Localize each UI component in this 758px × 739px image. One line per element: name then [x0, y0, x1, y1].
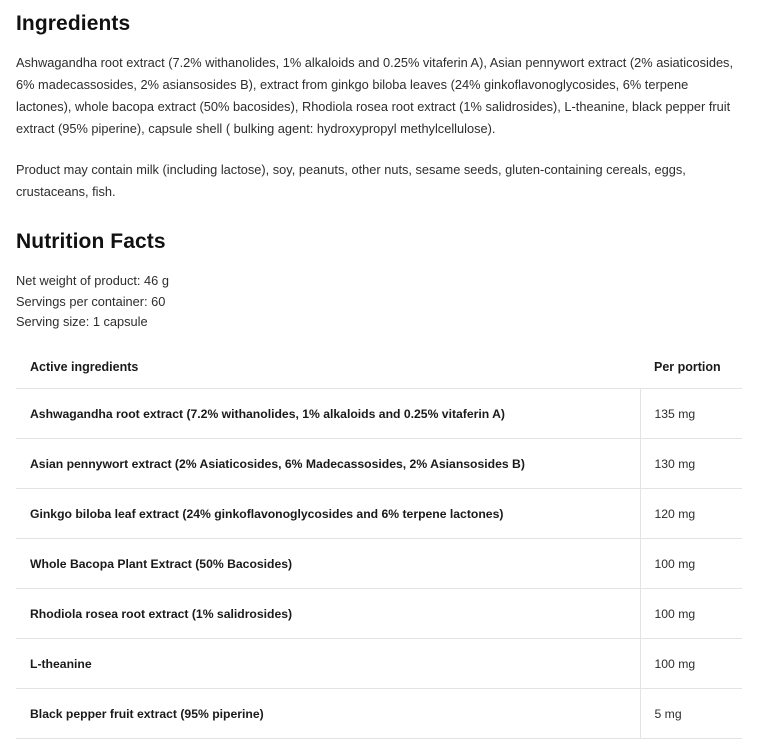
- ingredient-name: Asian pennywort extract (2% Asiaticosides, 6% Madecassosides, 2% Asiansosides B): [16, 439, 640, 489]
- table-row: [16, 389, 742, 439]
- ingredient-amount: 135 mg: [640, 389, 742, 439]
- table-row: [16, 539, 742, 589]
- ingredient-name: L-theanine: [16, 639, 640, 689]
- nutrition-facts-heading: Nutrition Facts: [16, 230, 166, 253]
- ingredient-amount: 100 mg: [640, 589, 742, 639]
- ingredient-amount: 100 mg: [640, 639, 742, 689]
- ingredient-amount: 5 mg: [640, 689, 742, 739]
- ingredient-amount: 130 mg: [640, 439, 742, 489]
- ingredient-amount: 120 mg: [640, 489, 742, 539]
- table-row: [16, 439, 742, 489]
- ingredient-name: Ashwagandha root extract (7.2% withanolides, 1% alkaloids and 0.25% vitaferin A): [16, 389, 640, 439]
- serving-info-list: [16, 254, 742, 333]
- ingredient-name: Black pepper fruit extract (95% piperine): [16, 689, 640, 739]
- servings-per-container-line: Servings per container: 60: [16, 293, 166, 309]
- ingredients-paragraph: Ashwagandha root extract (7.2% withanolides, 1% alkaloids and 0.25% vitaferin A), Asian pennywort extract (2% asiaticosides, 6% madecassosides, 2% asiansosides B), extract from ginkgo biloba leaves (24% ginkoflavonoglycosides, 6% terpene lactones), whole bacopa extract (50% bacosides), Rhodiola rosea root extract (1% salidrosides), L-theanine, black pepper fruit extract (95% piperine), capsule shell ( bulking agent: hydroxypropyl methylcellulose).: [16, 55, 734, 136]
- net-weight-line: Net weight of product: 46 g: [16, 273, 169, 288]
- table-row: [16, 489, 742, 539]
- table-row: [16, 589, 742, 639]
- ingredient-name: Whole Bacopa Plant Extract (50% Bacosides): [16, 539, 640, 589]
- ingredients-heading: Ingredients: [16, 12, 131, 35]
- table-row: [16, 689, 742, 739]
- ingredient-amount: 100 mg: [640, 539, 742, 589]
- table-header-row: [16, 352, 742, 389]
- allergen-paragraph: Product may contain milk (including lactose), soy, peanuts, other nuts, sesame seeds, gluten-containing cereals, eggs, crustaceans, fish.: [16, 162, 686, 199]
- table-row: [16, 639, 742, 689]
- column-header-per-portion: Per portion: [654, 360, 721, 375]
- ingredient-name: Rhodiola rosea root extract (1% salidrosides): [16, 589, 640, 639]
- ingredient-name: Ginkgo biloba leaf extract (24% ginkoflavonoglycosides and 6% terpene lactones): [16, 489, 640, 539]
- serving-size-line: Serving size: 1 capsule: [16, 314, 148, 330]
- nutrition-table: [16, 352, 742, 739]
- column-header-active-ingredients: Active ingredients: [30, 360, 139, 375]
